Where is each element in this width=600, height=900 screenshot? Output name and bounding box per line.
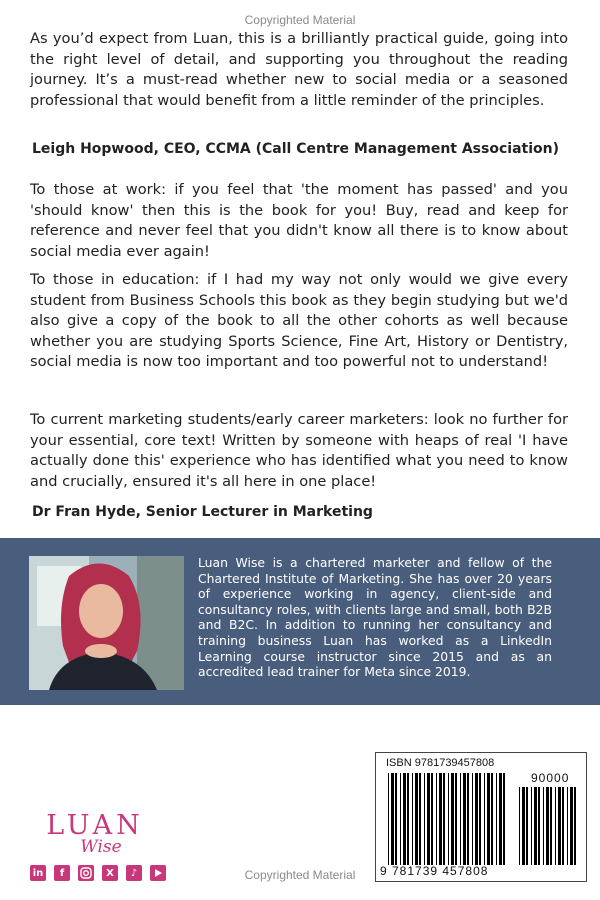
barcode-stripe (460, 773, 461, 865)
watermark-bottom: Copyrighted Material (244, 868, 356, 882)
barcode-stripe (427, 773, 430, 865)
barcode-stripe (522, 787, 525, 865)
barcode-stripe (388, 773, 389, 865)
barcode-stripe (419, 773, 421, 865)
barcode-stripe (463, 773, 466, 865)
barcode-stripe (407, 773, 409, 865)
barcode-stripe (570, 787, 573, 865)
barcode-stripe (499, 773, 502, 865)
barcode-stripe (415, 773, 418, 865)
isbn-digits: 9 781739 457808 (380, 864, 489, 878)
barcode-stripe (443, 773, 445, 865)
barcode-stripe (519, 787, 520, 865)
barcode-stripe (448, 773, 449, 865)
barcode-stripe (455, 773, 457, 865)
review-1-attribution: Leigh Hopwood, CEO, CCMA (Call Centre Management Association) (32, 141, 559, 157)
barcode-stripe (546, 787, 549, 865)
author-bio-text: Luan Wise is a chartered marketer and fellow of the Chartered Institute of Marketing. She has over 20 years of experience working in agency, client-side and consultancy roles, with clients large and small, both B2B and B2C. In addition to running her consultancy and training business Luan has worked as a LinkedIn Learning course instructor since 2015 and as an accredited lead trainer for Meta since 2019. (198, 555, 552, 680)
facebook-icon[interactable]: f (54, 865, 70, 881)
barcode-stripe (400, 773, 401, 865)
barcode-stripe (472, 773, 473, 865)
logo-script: Wise (80, 837, 122, 857)
barcode-stripe (487, 773, 490, 865)
barcode-stripe (391, 773, 394, 865)
barcode-stripe (558, 787, 561, 865)
price-code: 90000 (531, 771, 570, 785)
barcode-stripe (550, 787, 552, 865)
barcode-stripe (491, 773, 493, 865)
barcode-stripe (424, 773, 425, 865)
barcode-bars (388, 773, 508, 865)
barcode-stripe (451, 773, 454, 865)
review-2-attribution: Dr Fran Hyde, Senior Lecturer in Marketing (32, 504, 373, 520)
linkedin-icon[interactable]: in (30, 865, 46, 881)
tiktok-icon[interactable]: ♪ (126, 865, 142, 881)
barcode-stripe (543, 787, 544, 865)
review-1-text: As you’d expect from Luan, this is a brilliantly practical guide, going into the right level of detail, and supporting you throughout the reading journey. It’s a must-read whether new to social media or a seasoned professional that would benefit from a little reminder of the principles. (30, 30, 568, 109)
barcode-stripe (538, 787, 540, 865)
barcode-stripe (567, 787, 568, 865)
barcode-stripe (475, 773, 478, 865)
barcode-stripe (503, 773, 505, 865)
barcode-stripe (395, 773, 397, 865)
barcode-stripe (484, 773, 485, 865)
barcode-stripe (412, 773, 413, 865)
barcode-stripe (531, 787, 532, 865)
barcode-stripe (479, 773, 481, 865)
barcode-stripe (496, 773, 497, 865)
barcode-stripe (403, 773, 406, 865)
barcode-stripe (431, 773, 433, 865)
logo-name: LUAN (46, 810, 144, 841)
barcode-stripe (574, 787, 576, 865)
review-2-paragraph-1: To those at work: if you feel that 'the moment has passed' and you 'should know' then this is the book for you! Buy, read and keep for reference and never feel that you didn't know all there is to know about social media ever again! (30, 181, 568, 260)
barcode-stripe (436, 773, 437, 865)
isbn-label: ISBN 9781739457808 (386, 757, 495, 769)
barcode-stripe (439, 773, 442, 865)
x-icon[interactable]: X (102, 865, 118, 881)
barcode-stripe (467, 773, 469, 865)
barcode-stripe (534, 787, 537, 865)
author-photo (29, 556, 184, 690)
isbn-barcode (375, 752, 587, 882)
review-2-paragraph-3: To current marketing students/early career marketers: look no further for your essential, core text! Written by someone with heaps of real 'I have actually done this' experience who has identified what you need to know and crucially, ensured it's all here in one place! (30, 411, 568, 490)
barcode-stripe (562, 787, 564, 865)
watermark-top: Copyrighted Material (244, 13, 356, 27)
barcode-stripe (526, 787, 528, 865)
barcode-stripe (555, 787, 556, 865)
review-2-paragraph-2: To those in education: if I had my way not only would we give every student from Business Schools this book as they begin studying but we'd also give a copy of the book to all the other cohorts as well because whether you are studying Sports Science, Fine Art, History or Dentistry, social media is now too important and too powerful not to understand! (30, 271, 568, 371)
price-code-bars (519, 787, 577, 865)
luan-wise-logo (45, 810, 145, 857)
